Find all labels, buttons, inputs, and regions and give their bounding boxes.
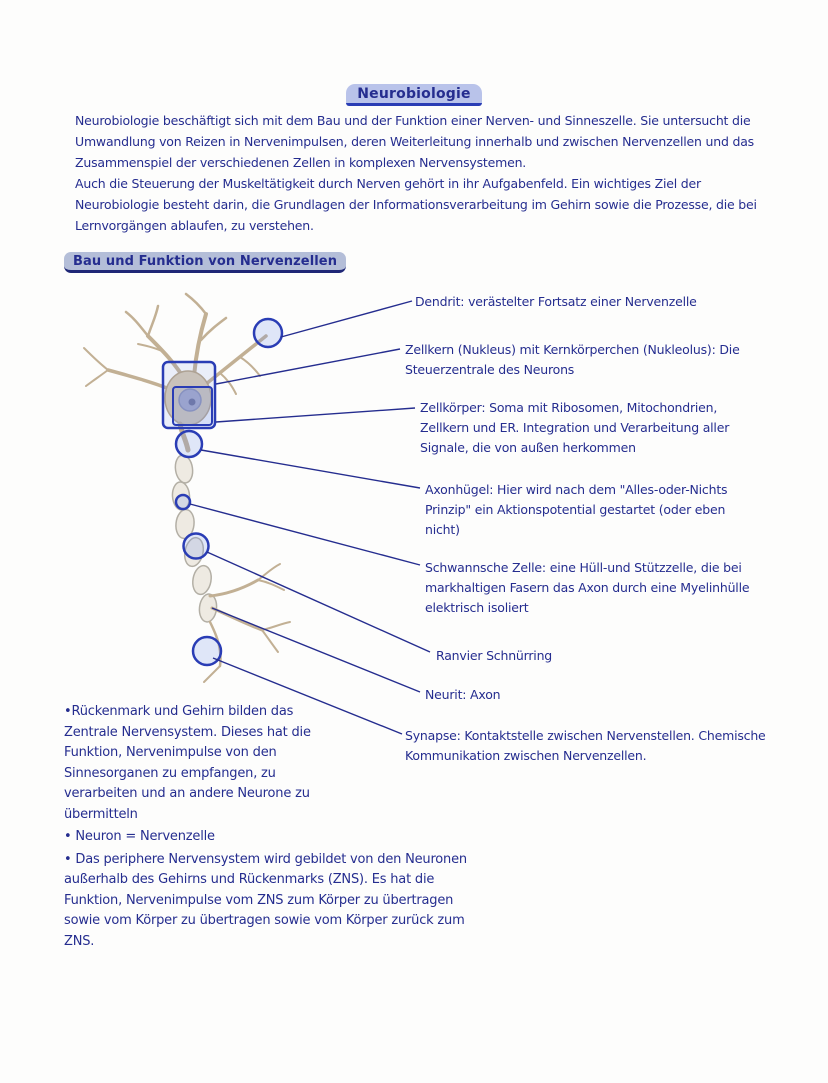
title-row xyxy=(0,83,828,106)
section-heading: Bau und Funktion von Nervenzellen xyxy=(64,252,346,273)
note-neuron-definition: • Neuron = Nervenzelle xyxy=(64,829,215,844)
connector-zellkoerper xyxy=(216,408,415,422)
schwann-cell-highlight-circle xyxy=(176,495,190,509)
synapse-highlight-circle xyxy=(193,637,221,665)
dendrite-highlight-circle xyxy=(254,319,282,347)
ranvier-node-highlight-circle xyxy=(184,534,209,559)
notes-list xyxy=(64,702,494,954)
intro-paragraph-1: Neurobiologie beschäftigt sich mit dem Bau und der Funktion einer Nerven- und Sinneszelle. Sie untersucht die Umwandlung von Reizen in Nervenimpulsen, deren Weiterleitung innerhalb und zwischen Nervenzellen und das Zusammenspiel der verschiedenen Zellen in komplexen Nervensystemen. xyxy=(75,113,754,170)
note-zentrales-nervensystem: •Rückenmark und Gehirn bilden das Zentrale Nervensystem. Dieses hat die Funktion, Nervenimpulse von den Sinnesorganen zu empfangen, zu verarbeiten und an andere Neurone zu übermitteln xyxy=(64,704,311,822)
label-axonhuegel: Axonhügel: Hier wird nach dem "Alles-oder-Nichts Prinzip" ein Aktionspotential gestartet (oder eben nicht) xyxy=(425,482,728,537)
section-heading-row xyxy=(64,250,346,273)
connector-axonhuegel xyxy=(201,450,420,488)
nucleus-highlight-box xyxy=(173,387,212,425)
neuron-diagram-illustration xyxy=(60,278,460,748)
connector-dendrit xyxy=(281,301,412,337)
label-neurit-axon: Neurit: Axon xyxy=(425,687,501,702)
intro-paragraph-2: Auch die Steuerung der Muskeltätigkeit durch Nerven gehört in ihr Aufgabenfeld. Ein wichtiges Ziel der Neurobiologie besteht darin, die Grundlagen der Informationsverarbeitung im Gehirn sowie die Prozesse, die bei Lernvorgängen ablaufen, zu verstehen. xyxy=(75,176,757,233)
axon-terminal-branches xyxy=(204,564,290,682)
axon-hillock-highlight-circle xyxy=(176,431,202,457)
connector-schwannsche xyxy=(190,504,420,565)
page-title: Neurobiologie xyxy=(346,84,481,106)
label-zellkoerper: Zellkörper: Soma mit Ribosomen, Mitochondrien, Zellkern und ER. Integration und Verarbeitung aller Signale, die von außen herkommen xyxy=(420,400,730,455)
label-ranvier-schnuerring: Ranvier Schnürring xyxy=(436,648,553,663)
note-peripheres-nervensystem: • Das periphere Nervensystem wird gebildet von den Neuronen außerhalb des Gehirns und Rückenmarks (ZNS). Es hat die Funktion, Nervenimpulse vom ZNS zum Körper zu übertragen sowie vom Körper zu übertragen sowie vom Körper zurück zum ZNS. xyxy=(64,851,467,949)
label-zellkern: Zellkern (Nukleus) mit Kernkörperchen (Nukleolus): Die Steuerzentrale des Neurons xyxy=(405,342,740,377)
label-synapse: Synapse: Kontaktstelle zwischen Nervenstellen. Chemische Kommunikation zwischen Nervenzellen. xyxy=(405,728,766,763)
label-schwannsche-zelle: Schwannsche Zelle: eine Hüll-und Stützzelle, die bei markhaltigen Fasern das Axon durch eine Myelinhülle elektrisch isoliert xyxy=(425,560,750,615)
connector-ranvier xyxy=(207,552,430,652)
label-dendrit: Dendrit: verästelter Fortsatz einer Nervenzelle xyxy=(415,294,697,309)
connector-neurit xyxy=(212,608,420,692)
